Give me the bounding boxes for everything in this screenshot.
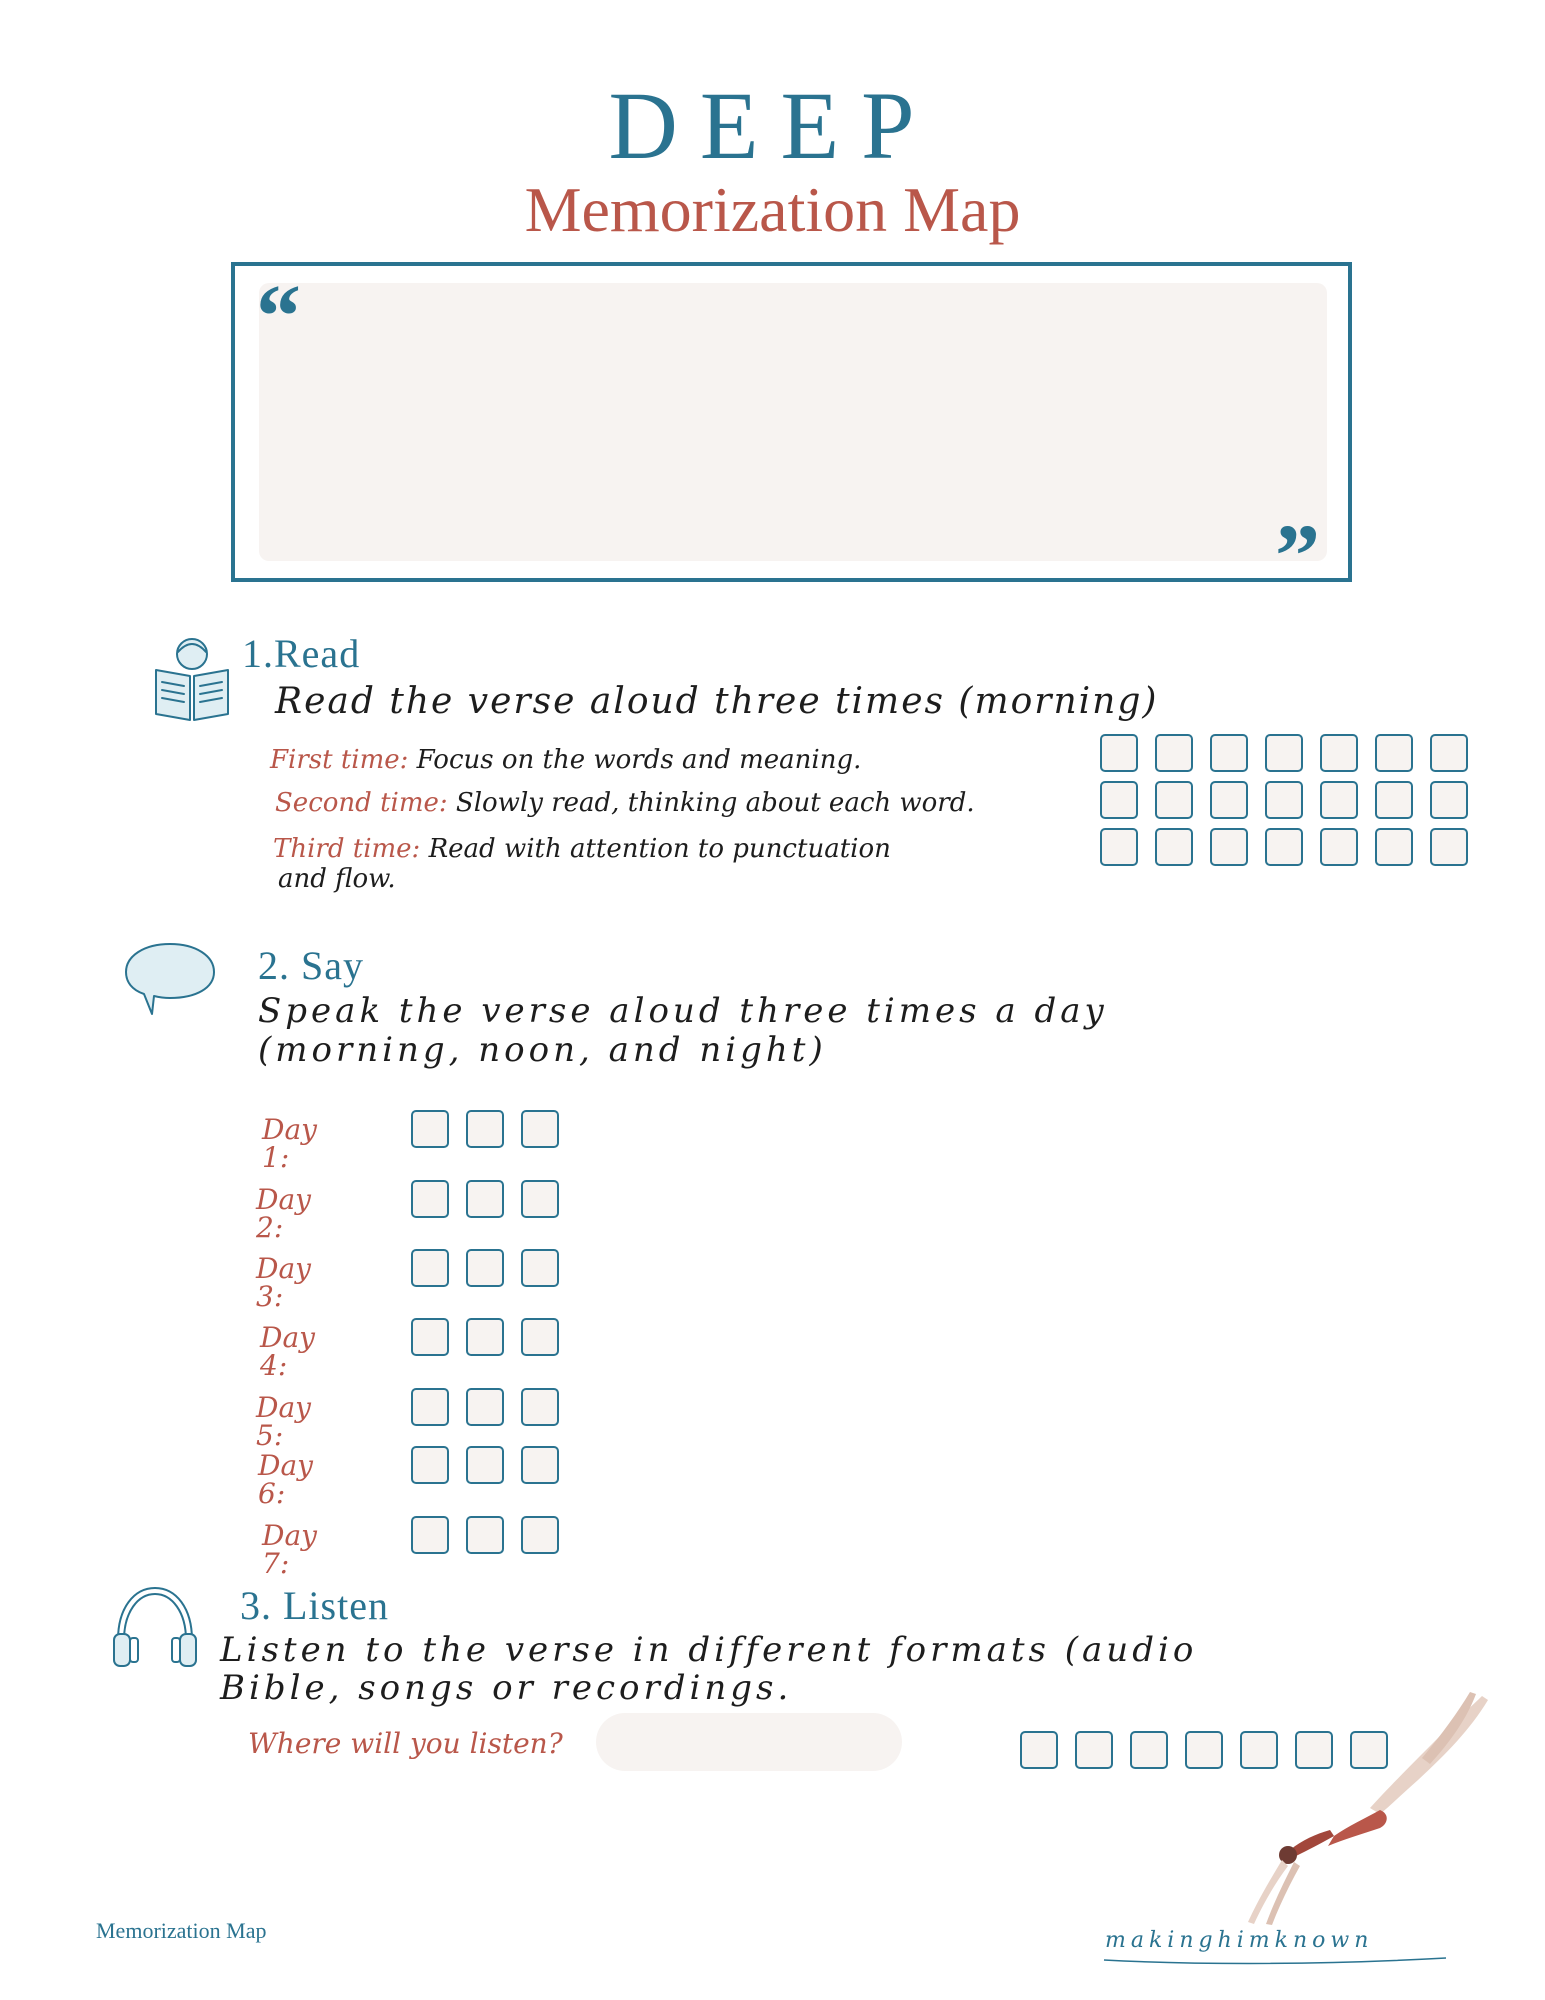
say-day-4-checkbox-3[interactable] xyxy=(521,1318,559,1356)
read-checkbox-r1-c2[interactable] xyxy=(1155,734,1193,772)
read-checkbox-r1-c5[interactable] xyxy=(1320,734,1358,772)
read-checkbox-r3-c2[interactable] xyxy=(1155,828,1193,866)
listen-heading: 3. Listen xyxy=(240,1583,389,1628)
say-day-1-checkbox-2[interactable] xyxy=(466,1110,504,1148)
page-subtitle: Memorization Map xyxy=(524,174,1021,245)
read-checkbox-r2-c5[interactable] xyxy=(1320,781,1358,819)
read-step-1-text: Focus on the words and meaning. xyxy=(408,745,862,775)
say-day-4-checkbox-2[interactable] xyxy=(466,1318,504,1356)
read-checkbox-r1-c7[interactable] xyxy=(1430,734,1468,772)
say-day-2-checkbox-3[interactable] xyxy=(521,1180,559,1218)
say-day-1-label: Day 1: xyxy=(262,1113,317,1174)
say-day-7-checkbox-3[interactable] xyxy=(521,1516,559,1554)
headphones-icon xyxy=(110,1582,200,1670)
read-checkbox-r3-c6[interactable] xyxy=(1375,828,1413,866)
say-day-2-label: Day 2: xyxy=(256,1183,311,1244)
say-instruction-line-2: (morning, noon, and night) xyxy=(258,1030,827,1070)
say-heading: 2. Say xyxy=(258,943,364,988)
listen-checkbox-1[interactable] xyxy=(1020,1731,1058,1769)
read-step-1 xyxy=(270,746,861,776)
listen-instruction-line-2: Bible, songs or recordings. xyxy=(220,1668,793,1708)
read-checkbox-grid xyxy=(1100,734,1480,874)
speech-bubble-icon xyxy=(122,940,218,1020)
read-checkbox-r2-c1[interactable] xyxy=(1100,781,1138,819)
say-day-2-checkbox-1[interactable] xyxy=(411,1180,449,1218)
read-step-2-label: Second time: xyxy=(275,788,448,818)
footer-brand: makinghimknown xyxy=(1105,1928,1374,1953)
footer-title: Memorization Map xyxy=(96,1918,267,1943)
read-checkbox-r2-c3[interactable] xyxy=(1210,781,1248,819)
listen-location-prompt: Where will you listen? xyxy=(248,1727,563,1760)
read-checkbox-r2-c7[interactable] xyxy=(1430,781,1468,819)
read-checkbox-r3-c7[interactable] xyxy=(1430,828,1468,866)
read-instruction: Read the verse aloud three times (morning) xyxy=(275,681,1159,722)
listen-checkbox-2[interactable] xyxy=(1075,1731,1113,1769)
say-day-3-checkbox-3[interactable] xyxy=(521,1249,559,1287)
verse-input-area[interactable] xyxy=(259,283,1327,561)
read-step-3-continuation: and flow. xyxy=(278,864,396,894)
open-quote-icon: “ xyxy=(256,267,301,366)
listen-checkbox-3[interactable] xyxy=(1130,1731,1168,1769)
say-day-4-checkbox-1[interactable] xyxy=(411,1318,449,1356)
say-day-3-checkbox-2[interactable] xyxy=(466,1249,504,1287)
say-day-7-checkbox-2[interactable] xyxy=(466,1516,504,1554)
read-step-2-text: Slowly read, thinking about each word. xyxy=(447,788,975,818)
say-day-6-checkbox-2[interactable] xyxy=(466,1446,504,1484)
say-day-7-label: Day 7: xyxy=(262,1519,317,1580)
say-day-1-checkbox-3[interactable] xyxy=(521,1110,559,1148)
footer-brand-underline xyxy=(1100,1950,1450,1970)
read-checkbox-r2-c4[interactable] xyxy=(1265,781,1303,819)
page-title: DEEP xyxy=(608,72,937,179)
close-quote-icon: ” xyxy=(1275,507,1320,606)
read-step-3 xyxy=(273,835,891,865)
say-instruction-line-1: Speak the verse aloud three times a day xyxy=(258,991,1108,1031)
read-checkbox-r3-c1[interactable] xyxy=(1100,828,1138,866)
read-checkbox-r2-c6[interactable] xyxy=(1375,781,1413,819)
listen-instruction-line-1: Listen to the verse in different formats (audio xyxy=(220,1630,1198,1670)
read-checkbox-r1-c6[interactable] xyxy=(1375,734,1413,772)
say-day-5-checkbox-1[interactable] xyxy=(411,1388,449,1426)
say-day-1-checkbox-1[interactable] xyxy=(411,1110,449,1148)
read-checkbox-r1-c4[interactable] xyxy=(1265,734,1303,772)
reading-person-icon xyxy=(152,630,232,722)
say-day-5-checkbox-3[interactable] xyxy=(521,1388,559,1426)
read-checkbox-r2-c2[interactable] xyxy=(1155,781,1193,819)
say-day-6-label: Day 6: xyxy=(258,1449,313,1510)
read-step-2 xyxy=(275,789,975,819)
read-checkbox-r3-c3[interactable] xyxy=(1210,828,1248,866)
read-checkbox-r1-c3[interactable] xyxy=(1210,734,1248,772)
say-day-2-checkbox-2[interactable] xyxy=(466,1180,504,1218)
say-day-4-label: Day 4: xyxy=(260,1321,315,1382)
read-checkbox-r3-c5[interactable] xyxy=(1320,828,1358,866)
say-day-5-checkbox-2[interactable] xyxy=(466,1388,504,1426)
read-heading: 1.Read xyxy=(242,631,361,676)
listen-checkbox-4[interactable] xyxy=(1185,1731,1223,1769)
say-day-3-checkbox-1[interactable] xyxy=(411,1249,449,1287)
say-day-6-checkbox-3[interactable] xyxy=(521,1446,559,1484)
diver-illustration xyxy=(1230,1690,1500,1930)
say-day-7-checkbox-1[interactable] xyxy=(411,1516,449,1554)
read-checkbox-r3-c4[interactable] xyxy=(1265,828,1303,866)
say-day-6-checkbox-1[interactable] xyxy=(411,1446,449,1484)
read-step-3-text: Read with attention to punctuation xyxy=(420,834,891,864)
say-day-3-label: Day 3: xyxy=(256,1252,311,1313)
listen-location-input[interactable] xyxy=(596,1713,902,1771)
read-step-3-label: Third time: xyxy=(273,834,421,864)
read-checkbox-r1-c1[interactable] xyxy=(1100,734,1138,772)
say-day-5-label: Day 5: xyxy=(256,1391,311,1452)
read-step-1-label: First time: xyxy=(270,745,409,775)
